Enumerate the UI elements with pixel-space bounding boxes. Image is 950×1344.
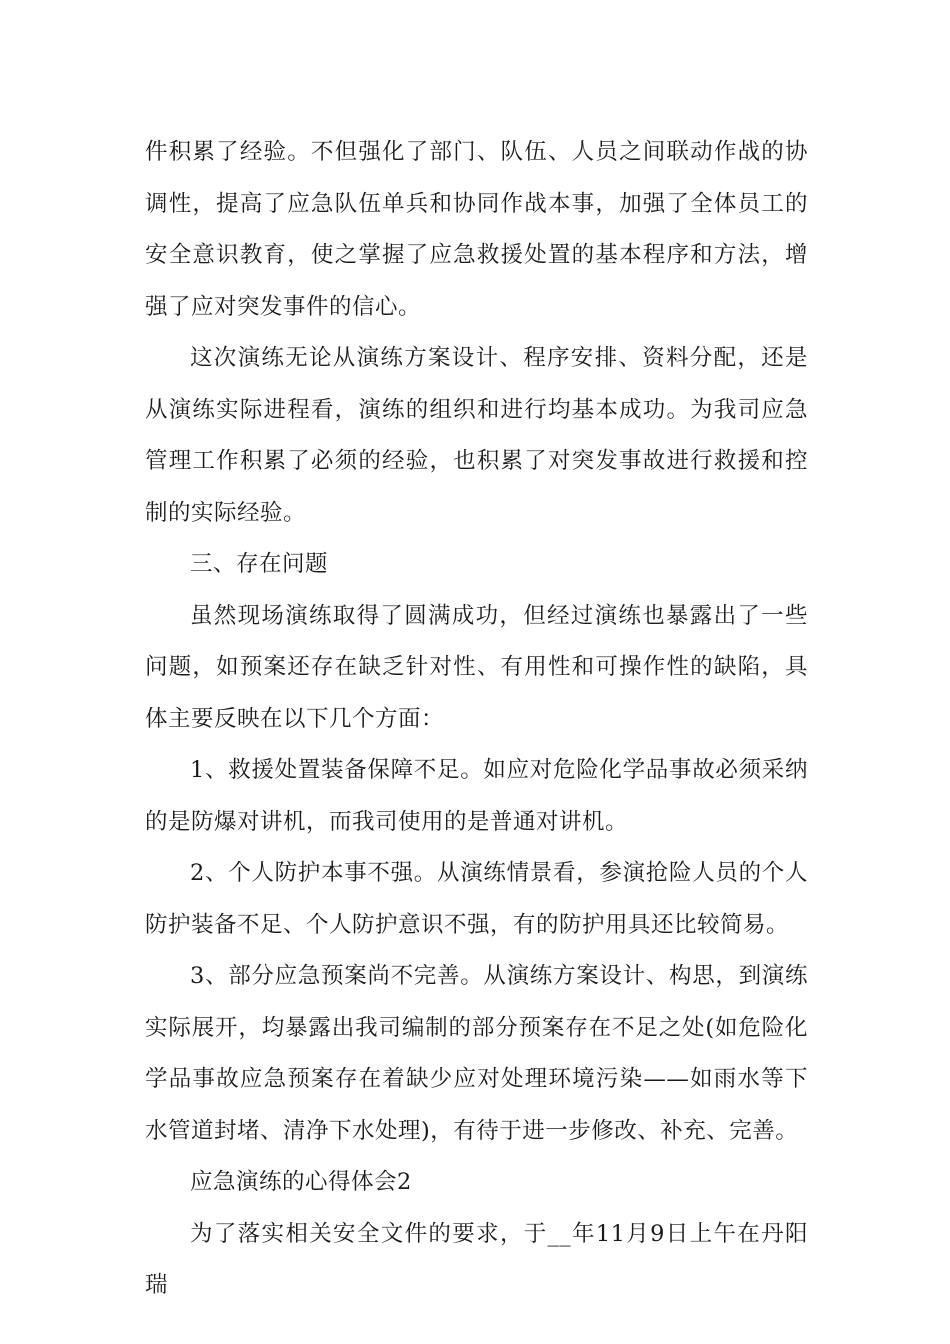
list-item-3: 3、部分应急预案尚不完善。从演练方案设计、构思，到演练实际展开，均暴露出我司编制的部分预案存在不足之处(如危险化学品事故应急预案存在着缺少应对处理环境污染——如雨水等下水管道封堵、清净下水处理)，有待于进一步修改、补充、完善。	[145, 963, 808, 1144]
paragraph-continuation: 件积累了经验。不但强化了部门、队伍、人员之间联动作战的协调性，提高了应急队伍单兵和协同作战本事，加强了全体员工的安全意识教育，使之掌握了应急救援处置的基本程序和方法，增强了应对突发事件的信心。	[145, 139, 808, 320]
list-item-2: 2、个人防护本事不强。从演练情景看，参演抢险人员的个人防护装备不足、个人防护意识不强，有的防护用具还比较简易。	[145, 860, 808, 938]
list-item-1: 1、救援处置装备保障不足。如应对危险化学品事故必须采纳的是防爆对讲机，而我司使用的是普通对讲机。	[145, 757, 808, 835]
article-title-2: 应急演练的心得体会2	[190, 1169, 412, 1195]
paragraph-drill-summary: 这次演练无论从演练方案设计、程序安排、资料分配，还是从演练实际进程看，演练的组织和进行均基本成功。为我司应急管理工作积累了必须的经验，也积累了对突发事故进行救援和控制的实际经验。	[145, 345, 808, 526]
section-heading-problems: 三、存在问题	[190, 551, 329, 577]
document-body	[145, 127, 808, 1312]
paragraph-problems-intro: 虽然现场演练取得了圆满成功，但经过演练也暴露出了一些问题，如预案还存在缺乏针对性、有用性和可操作性的缺陷，具体主要反映在以下几个方面：	[145, 602, 808, 732]
paragraph-article-2-intro: 为了落实相关安全文件的要求，于__年11月9日上午在丹阳瑞	[145, 1220, 808, 1298]
